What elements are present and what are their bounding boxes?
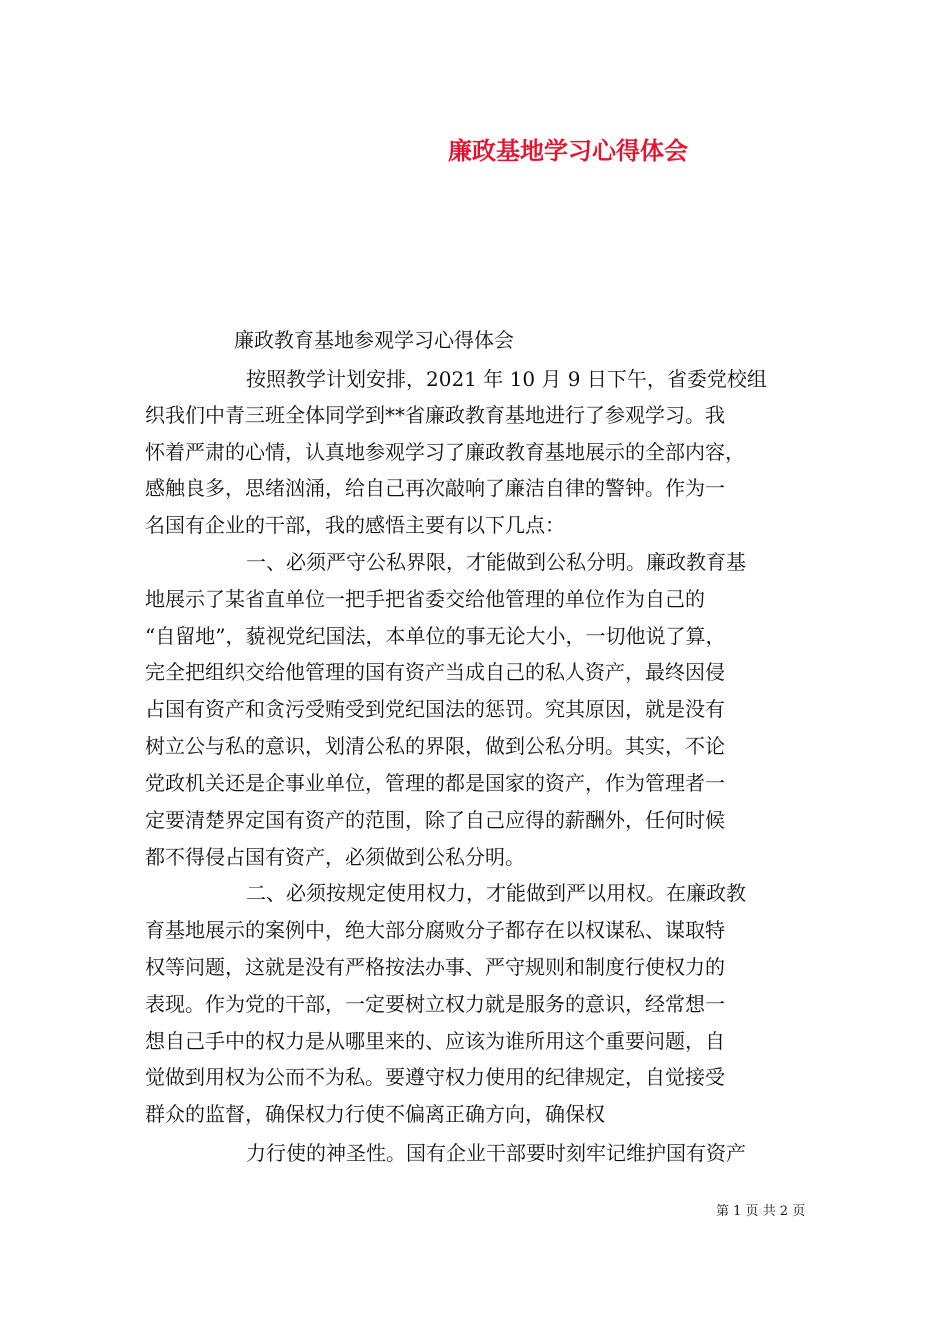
document-title: 廉政基地学习心得体会 — [448, 136, 688, 165]
body-line: 力行使的神圣性。国有企业干部要时刻牢记维护国有资产 — [246, 1141, 746, 1165]
document-subtitle: 廉政教育基地参观学习心得体会 — [234, 328, 514, 352]
body-line: 树立公与私的意识，划清公私的界限，做到公私分明。其实，不论 — [145, 734, 725, 758]
body-line: 觉做到用权为公而不为私。要遵守权力使用的纪律规定，自觉接受 — [145, 1065, 725, 1089]
body-line: 完全把组织交给他管理的国有资产当成自己的私人资产，最终因侵 — [145, 660, 725, 684]
body-line: 定要清楚界定国有资产的范围，除了自己应得的薪酬外，任何时候 — [145, 808, 725, 832]
body-line: 群众的监督，确保权力行使不偏离正确方向，确保权 — [145, 1102, 605, 1126]
body-line: 表现。作为党的干部，一定要树立权力就是服务的意识，经常想一 — [145, 992, 725, 1016]
body-line: 感触良多，思绪汹涌，给自己再次敲响了廉洁自律的警钟。作为一 — [145, 476, 725, 500]
body-line: 权等问题，这就是没有严格按法办事、严守规则和制度行使权力的 — [145, 955, 725, 979]
body-line: 织我们中青三班全体同学到**省廉政教育基地进行了参观学习。我 — [145, 403, 725, 427]
body-line: 二、必须按规定使用权力，才能做到严以用权。在廉政教 — [246, 881, 746, 905]
body-line: 一、必须严守公私界限，才能做到公私分明。廉政教育基 — [246, 550, 746, 574]
body-line: 按照教学计划安排，2021 年 10 月 9 日下午，省委党校组 — [246, 367, 767, 391]
body-line: 育基地展示的案例中，绝大部分腐败分子都存在以权谋私、谋取特 — [145, 918, 725, 942]
body-line: 党政机关还是企事业单位，管理的都是国家的资产，作为管理者一 — [145, 771, 725, 795]
page-number: 第 1 页 共 2 页 — [716, 1204, 806, 1219]
body-line: 怀着严肃的心情，认真地参观学习了廉政教育基地展示的全部内容， — [145, 440, 745, 464]
body-line: 占国有资产和贪污受贿受到党纪国法的惩罚。究其原因，就是没有 — [145, 697, 725, 721]
body-line: “自留地”，藐视党纪国法，本单位的事无论大小，一切他说了算， — [145, 624, 726, 648]
body-line: 名国有企业的干部，我的感悟主要有以下几点： — [145, 513, 565, 537]
body-line: 都不得侵占国有资产，必须做到公私分明。 — [145, 845, 525, 869]
body-line: 想自己手中的权力是从哪里来的、应该为谁所用这个重要问题，自 — [145, 1029, 725, 1053]
body-line: 地展示了某省直单位一把手把省委交给他管理的单位作为自己的 — [145, 587, 705, 611]
